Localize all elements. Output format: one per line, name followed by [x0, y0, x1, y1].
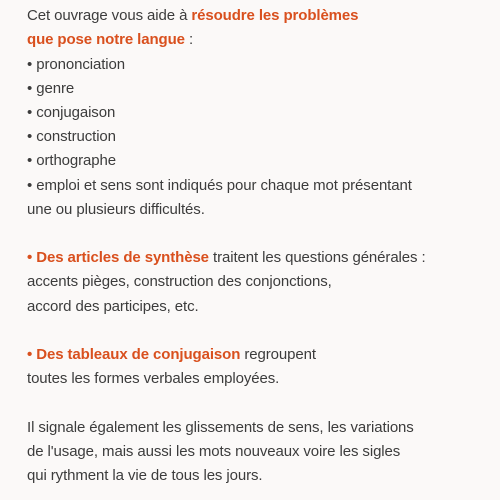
list-item: • prononciation [27, 56, 126, 73]
list-item-emploi: • emploi et sens sont indiqués pour chaque mot présentant [27, 177, 412, 194]
list-item-emploi-continued: une ou plusieurs difficultés. [27, 201, 205, 218]
tableaux-line-1: • Des tableaux de conjugaison regroupent [27, 346, 316, 363]
bullet: • [27, 346, 37, 363]
articles-highlight: Des articles de synthèse [36, 249, 209, 266]
list-item: • genre [27, 80, 75, 97]
intro-highlight-1: résoudre les problèmes [191, 7, 359, 24]
tableaux-highlight: Des tableaux de conjugaison [36, 346, 241, 363]
list-item: • orthographe [27, 152, 117, 169]
intro-colon: : [184, 31, 194, 48]
intro-line-2 [27, 30, 193, 50]
intro-text: Cet ouvrage vous aide à [27, 7, 192, 24]
list-item: • construction [27, 128, 116, 145]
bullet: • [27, 249, 37, 266]
closing-line-1: Il signale également les glissements de sens, les variations [27, 419, 414, 436]
articles-line-3: accord des participes, etc. [27, 298, 199, 315]
list-item: • conjugaison [27, 104, 116, 121]
tableaux-line-2: toutes les formes verbales employées. [27, 370, 280, 387]
intro-line-1 [27, 6, 358, 26]
closing-line-3: qui rythment la vie de tous les jours. [27, 467, 263, 484]
intro-highlight-2: que pose notre langue [27, 31, 185, 48]
closing-line-2: de l'usage, mais aussi les mots nouveaux voire les sigles [27, 443, 401, 460]
articles-line-2: accents pièges, construction des conjonctions, [27, 273, 332, 290]
articles-line-1: • Des articles de synthèse traitent les questions générales : [27, 249, 426, 266]
